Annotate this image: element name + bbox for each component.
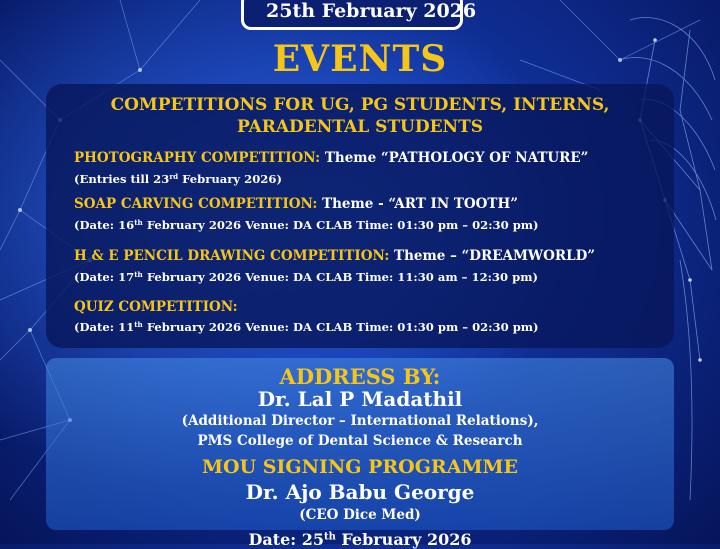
pencil-date-prefix: (Date: 17 — [74, 270, 135, 284]
photography-competition — [74, 150, 588, 166]
pencil-drawing-competition — [74, 248, 595, 264]
address-speaker-role: (Additional Director – International Relations), — [181, 413, 539, 429]
entries-prefix: (Entries till 23 — [74, 172, 170, 186]
soap-title: SOAP CARVING COMPETITION: — [74, 196, 318, 212]
mou-speaker: Dr. Ajo Babu George — [245, 480, 475, 504]
soap-carving-competition — [74, 196, 518, 212]
entries-sup: rd — [169, 172, 179, 182]
pencil-title: H & E PENCIL DRAWING COMPETITION: — [74, 248, 390, 264]
photography-theme: Theme “PATHOLOGY OF NATURE” — [320, 150, 589, 166]
pencil-date-suffix: February 2026 Venue: DA CLAB Time: 11:30 am – 12:30 pm) — [142, 270, 538, 284]
soap-date-suffix: February 2026 Venue: DA CLAB Time: 01:30 pm – 02:30 pm) — [142, 218, 539, 232]
soap-theme: Theme - “ART IN TOOTH” — [317, 196, 518, 212]
quiz-date-prefix: (Date: 11 — [74, 320, 135, 334]
mou-title: MOU SIGNING PROGRAMME — [202, 456, 518, 478]
photography-title: PHOTOGRAPHY COMPETITION: — [74, 150, 321, 166]
photography-entries — [74, 172, 282, 186]
footer-date-prefix: Date: 25 — [248, 530, 325, 549]
events-title: EVENTS — [272, 38, 448, 80]
competitions-heading-line1: COMPETITIONS FOR UG, PG STUDENTS, INTERNS, — [110, 95, 610, 115]
entries-suffix: February 2026) — [178, 172, 282, 186]
pencil-details — [74, 270, 538, 284]
quiz-title: QUIZ COMPETITION: — [74, 299, 238, 315]
pencil-theme: Theme – “DREAMWORLD” — [389, 248, 596, 264]
quiz-competition — [74, 299, 238, 315]
soap-date-prefix: (Date: 16 — [74, 218, 135, 232]
footer-date-suffix: February 2026 — [335, 530, 472, 549]
mou-speaker-role: (CEO Dice Med) — [299, 507, 421, 523]
address-title: ADDRESS BY: — [279, 364, 441, 389]
date-badge — [241, 0, 477, 30]
footer-date — [0, 530, 720, 549]
event-date: 25th February 2026 — [266, 0, 477, 22]
competitions-heading-line2: PARADENTAL STUDENTS — [237, 117, 483, 137]
address-speaker-institution: PMS College of Dental Science & Research — [197, 433, 523, 449]
quiz-date-sup: th — [134, 320, 143, 330]
quiz-date-suffix: February 2026 Venue: DA CLAB Time: 01:30 pm – 02:30 pm) — [142, 320, 539, 334]
footer-date-sup: th — [324, 531, 336, 543]
soap-date-sup: th — [134, 218, 143, 228]
soap-details — [74, 218, 539, 232]
pencil-date-sup: th — [134, 270, 143, 280]
quiz-details — [74, 320, 539, 334]
address-speaker: Dr. Lal P Madathil — [257, 387, 463, 411]
